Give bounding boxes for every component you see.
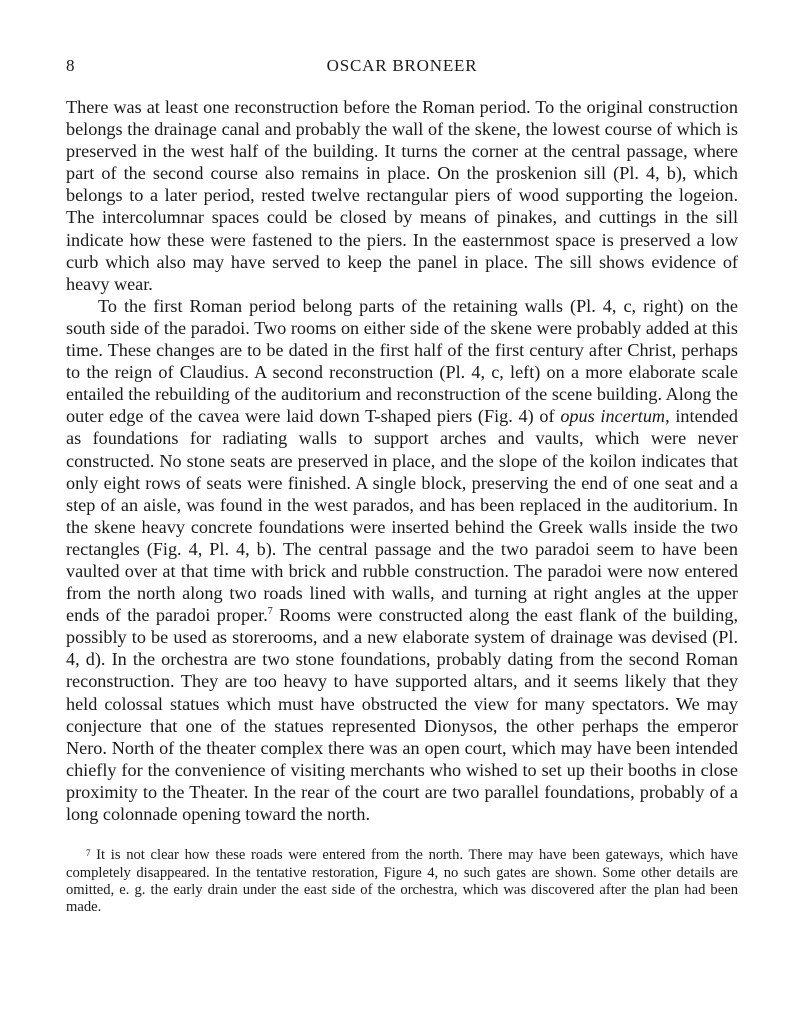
page-header — [66, 54, 738, 78]
footnote-7 — [66, 847, 738, 917]
page — [66, 54, 738, 917]
paragraph-1: There was at least one reconstruction before the Roman period. To the original construction belongs the drainage canal and probably the wall of the skene, the lowest course of which is preserved in the west half of the building. It turns the corner at the central passage, where part of the second course also remains in place. On the proskenion sill (Pl. 4, b), which belongs to a later period, rested twelve rectangular piers of wood supporting the logeion. The intercolumnar spaces could be closed by means of pinakes, and cuttings in the sill indicate how these were fastened to the piers. In the easternmost space is preserved a low curb which also may have served to keep the panel in place. The sill shows evidence of heavy wear. — [66, 97, 738, 294]
footnote-text: It is not clear how these roads were entered from the north. There may have been gateways, which have completely disappeared. In the tentative restoration, Figure 4, no such gates are shown. Some other details are omitted, e. g. the early drain under the east side of the orchestra, which was discovered after the plan had been made. — [66, 847, 738, 916]
footnotes — [66, 847, 738, 917]
paragraph-2-text-a: To the first Roman period belong parts of the retaining walls (Pl. 4, c, right) on the south side of the paradoi. Two rooms on either side of the skene were probably added at this time. These changes are to be dated in the first half of the first century after Christ, perhaps to the reign of Claudius. A second reconstruction (Pl. 4, c, left) on a more elaborate scale entailed the rebuilding of the auditorium and reconstruction of the scene building. Along the outer edge of the cavea were laid down T-shaped piers (Fig. 4) of — [66, 295, 738, 427]
paragraph-2-text-b: intended as foundations for radiating walls to support arches and vaults, which were never constructed. No stone seats are preserved in place, and the slope of the koilon indicates that only eight rows of seats were finished. A single block, preserving the end of one seat and a step of an aisle, was found in the west parados, and has been replaced in the auditorium. In the skene heavy concrete foundations were inserted behind the Greek walls inside the two rectangles (Fig. 4, Pl. 4, b). The central passage and the two paradoi seem to have been vaulted over at that time with brick and rubble construction. The paradoi were now entered from the north along two roads lined with walls, and turning at right angles at the upper ends of the paradoi proper. — [66, 406, 738, 626]
paragraph-2-text-c: Rooms were constructed along the east flank of the building, possibly to be used as storerooms, and a new elaborate system of drainage was devised (Pl. 4, d). In the orchestra are two stone foundations, probably dating from the second Roman reconstruction. They are too heavy to have supported altars, and it seems likely that they held colossal statues which must have obstructed the view for many spectators. We may conjecture that one of the statues represented Dionysos, the other perhaps the emperor Nero. North of the theater complex there was an open court, which may have been intended chiefly for the convenience of visiting merchants who wished to set up their booths in close proximity to the Theater. In the rear of the court are two parallel foundations, probably of a long colonnade opening toward the north. — [66, 605, 738, 824]
paragraph-2 — [66, 295, 738, 825]
latin-term-opus-incertum: opus incertum, — [560, 406, 670, 427]
footnote-mark: 7 — [86, 848, 91, 859]
body-text — [66, 96, 738, 825]
footnote-reference-7[interactable]: 7 — [267, 606, 273, 618]
page-number: 8 — [66, 56, 75, 75]
running-title: OSCAR BRONEER — [326, 56, 478, 75]
